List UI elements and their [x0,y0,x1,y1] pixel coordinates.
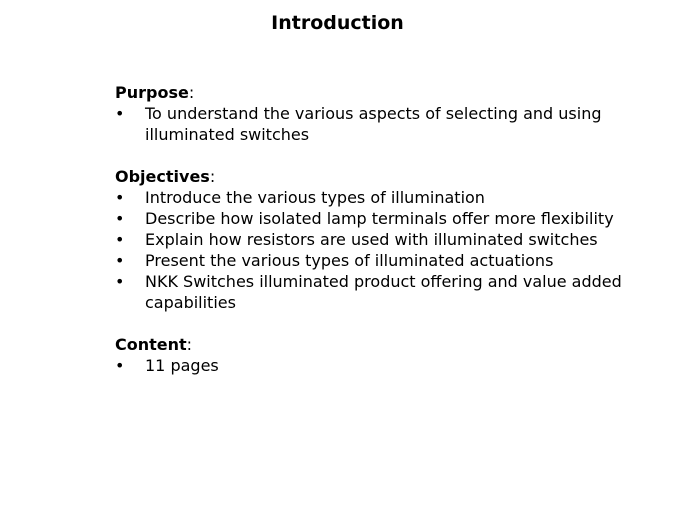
list-item-text: Introduce the various types of illumination [145,188,485,207]
list-item [115,355,635,376]
section-content [115,334,635,376]
list-item [115,229,635,250]
bullet-icon: • [115,188,125,207]
heading-colon: : [188,83,195,102]
section-heading [115,166,635,187]
section-heading [115,334,635,355]
slide-title: Introduction [271,12,404,34]
bullet-list [115,187,635,313]
section-heading-text: Purpose [115,83,189,102]
list-item [115,271,635,313]
section-purpose [115,82,635,145]
bullet-icon: • [115,209,125,228]
section-heading-text: Objectives [115,167,210,186]
bullet-list [115,355,635,376]
list-item-text: To understand the various aspects of selecting and using illuminated switches [145,104,602,144]
list-item-text: Describe how isolated lamp terminals offer more flexibility [145,209,614,228]
bullet-icon: • [115,104,125,123]
bullet-icon: • [115,356,125,375]
list-item-text: 11 pages [145,356,219,375]
list-item [115,103,635,145]
bullet-icon: • [115,230,125,249]
list-item-text: Explain how resistors are used with illuminated switches [145,230,598,249]
list-item [115,250,635,271]
list-item-text: NKK Switches illuminated product offering and value added capabilities [145,272,622,312]
list-item [115,187,635,208]
section-heading [115,82,635,103]
heading-colon: : [209,167,216,186]
slide-body [115,82,635,397]
section-heading-text: Content [115,335,187,354]
bullet-list [115,103,635,145]
section-objectives [115,166,635,313]
list-item [115,208,635,229]
heading-colon: : [186,335,193,354]
bullet-icon: • [115,272,125,291]
bullet-icon: • [115,251,125,270]
list-item-text: Present the various types of illuminated actuations [145,251,554,270]
